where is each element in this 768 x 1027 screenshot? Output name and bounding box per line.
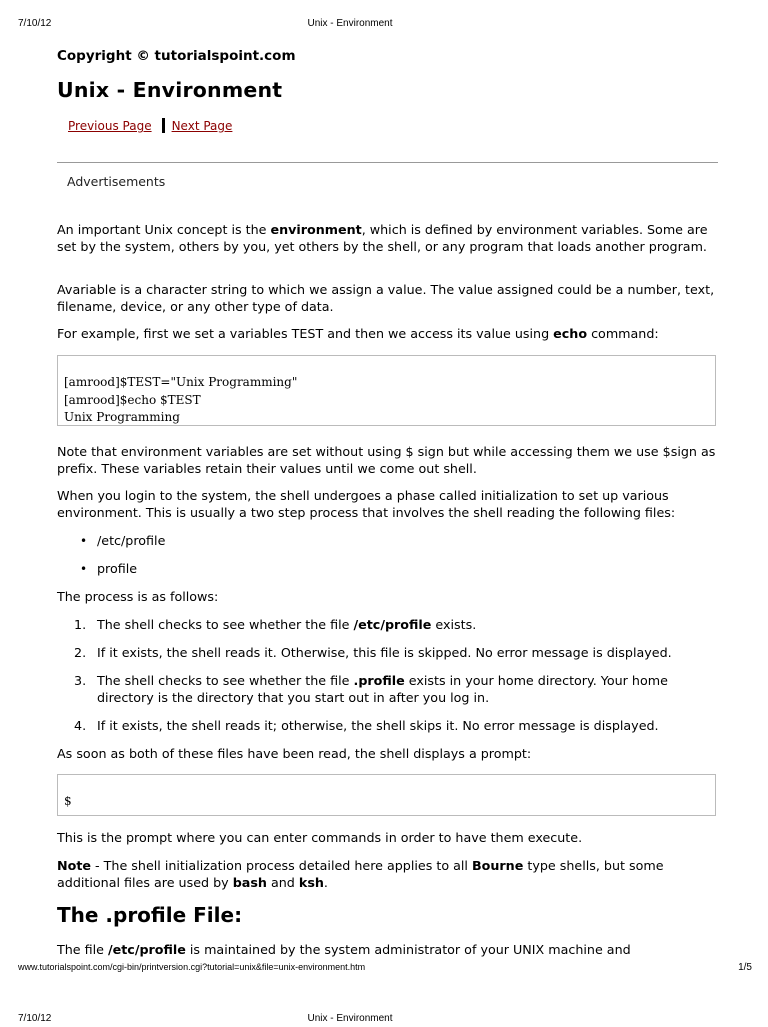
list-item (81, 561, 137, 577)
code-line: Unix Programming (64, 410, 180, 424)
text: and (266, 874, 299, 890)
section-heading-profile: The .profile File: (57, 903, 243, 927)
nav-separator (162, 118, 165, 133)
paragraph-dollar-sign-note: Note that environment variables are set without using $ sign but while accessing them we use $sign as prefix. These variables retain their values until we come out shell. (57, 444, 716, 476)
list-item-text: • profile (97, 561, 138, 576)
paragraph-prompt-description: This is the prompt where you can enter commands in order to have them execute. (57, 830, 583, 845)
copyright-notice: Copyright © tutorialspoint.com (57, 48, 296, 64)
text: command: (587, 326, 659, 341)
print-header (0, 18, 768, 32)
list-number: 4. (74, 718, 87, 733)
page-title: Unix - Environment (57, 78, 283, 102)
list-number: 2. (74, 645, 87, 660)
code-line: [amrood]$TEST="Unix Programming" (64, 375, 298, 389)
list-number: 1. (74, 617, 87, 632)
paragraph-process-intro: The process is as follows: (57, 589, 219, 604)
text: An important Unix concept is the (57, 222, 271, 237)
print-page-number: 1/5 (738, 962, 752, 973)
print-title: Unix - Environment (307, 1013, 393, 1024)
print-date: 7/10/12 (18, 1013, 52, 1024)
list-item-text (97, 673, 717, 706)
list-item-text: If it exists, the shell reads it. Otherwise, this file is skipped. No error message is displayed. (97, 645, 672, 660)
list-item-text: • /etc/profile (97, 533, 166, 548)
print-title: Unix - Environment (307, 18, 393, 29)
paragraph-variable-definition: Avariable is a character string to which we assign a value. The value assigned could be a number, text, filename, device, or any other type of data. (57, 282, 715, 314)
text: type shells, but some additional files are used by (57, 858, 664, 890)
paragraph-initialization: When you login to the system, the shell undergoes a phase called initialization to set up various environment. This is usually a two step process that involves the shell reading the following files: (57, 488, 676, 520)
print-date: 7/10/12 (18, 18, 52, 29)
bold-term: bash (232, 874, 267, 890)
paragraph-note (57, 858, 718, 891)
paragraph-environment-intro (57, 222, 718, 255)
print-header-next-page (0, 1013, 768, 1027)
text: - The shell initialization process detailed here applies to all (91, 858, 472, 873)
print-url: www.tutorialspoint.com/cgi-bin/printversion.cgi?tutorial=unix&file=unix-environment.htm (18, 962, 366, 972)
bold-term: environment (270, 222, 362, 237)
bold-term: /etc/profile (108, 942, 186, 957)
bold-term: echo (553, 326, 588, 341)
text: exists. (431, 617, 477, 632)
text: For example, first we set a variables TEST and then we access its value using (57, 326, 554, 341)
text: The file (57, 942, 108, 957)
bold-term: .profile (353, 673, 405, 688)
divider (57, 162, 718, 163)
code-line: [amrood]$echo $TEST (64, 392, 201, 407)
page-navigation (68, 118, 232, 133)
paragraph-prompt-intro: As soon as both of these files have been read, the shell displays a prompt: (57, 746, 532, 761)
list-item-text (97, 617, 717, 634)
text: The shell checks to see whether the file (97, 617, 354, 632)
list-item (81, 533, 165, 549)
advertisements-label: Advertisements (67, 174, 166, 189)
code-block-prompt (57, 774, 716, 816)
print-footer (0, 962, 768, 976)
note-label: Note (57, 858, 92, 873)
next-page-link[interactable]: Next Page (171, 119, 233, 133)
bold-term: Bourne (472, 858, 524, 873)
paragraph-etc-profile (57, 942, 718, 959)
text: exists in your home directory. Your home directory is the directory that you start out in after you log in. (97, 673, 668, 705)
previous-page-link[interactable]: Previous Page (68, 119, 152, 133)
text: , which is defined by environment variables. Some are set by the system, others by you, yet others by the shell, or any program that loads another program. (57, 222, 708, 254)
text: . (323, 874, 328, 890)
list-number: 3. (74, 673, 87, 688)
text: is maintained by the system administrator of your UNIX machine and (185, 942, 631, 957)
list-item-text: If it exists, the shell reads it; otherwise, the shell skips it. No error message is displayed. (97, 718, 659, 733)
bold-term: /etc/profile (353, 617, 432, 632)
paragraph-example-intro (57, 326, 718, 343)
code-block-example (57, 355, 716, 426)
code-line: $ (64, 794, 72, 808)
text: The shell checks to see whether the file (97, 673, 354, 688)
bold-term: ksh (298, 874, 324, 890)
